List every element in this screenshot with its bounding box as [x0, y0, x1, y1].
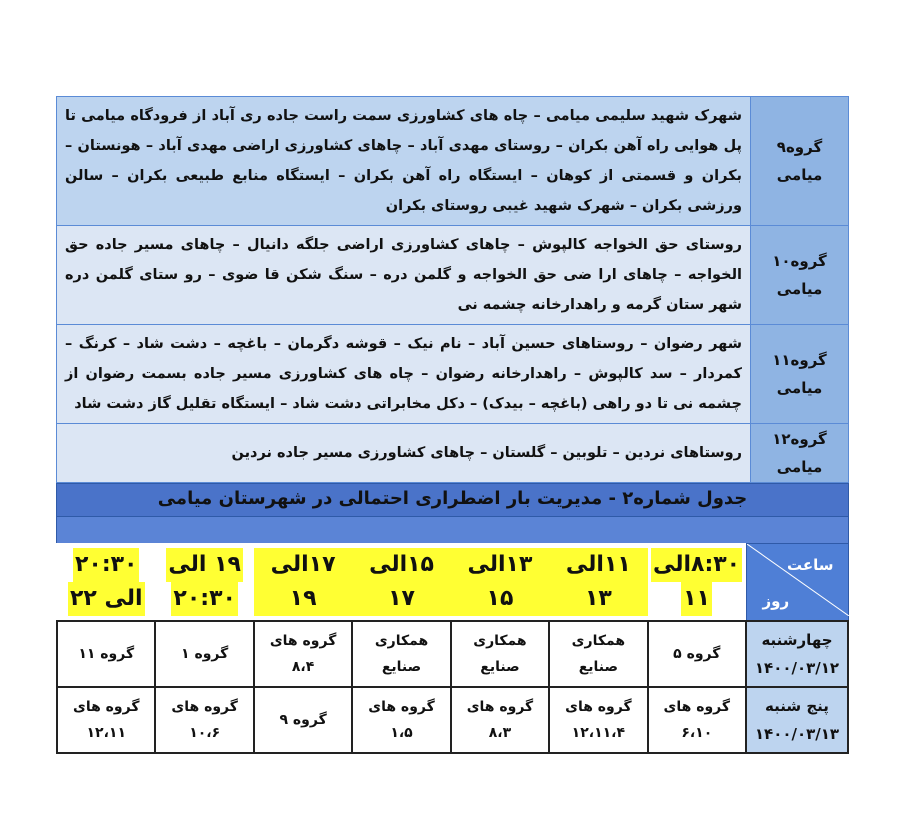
day-header-cell	[746, 687, 848, 753]
groups-table	[56, 96, 849, 483]
schedule-cell	[352, 621, 450, 687]
cell-line: ۶،۱۰	[681, 724, 713, 741]
hour-range: ۱۷الی ۱۹	[254, 548, 352, 616]
cell-line: گروه ۹	[279, 711, 327, 728]
group-name: گروه۱۱	[772, 351, 827, 369]
schedule-cell	[549, 687, 647, 753]
group-row	[57, 325, 849, 424]
document-body	[56, 96, 849, 754]
day-name: چهارشنبه	[761, 630, 833, 649]
schedule-cell	[451, 687, 549, 753]
cell-line: گروه ۵	[673, 645, 721, 662]
group-row	[57, 424, 849, 483]
hour-range-cont: ۲۰:۳۰	[171, 582, 238, 616]
group-city: میامی	[776, 280, 823, 298]
group-description: شهرک شهید سلیمی میامی – چاه های کشاورزی سمت راست جاده ری آباد از فرودگاه میامی تا پل هوایی راه آهن بکران – روستای مهدی آباد – چاهای کشاورزی اراضی مهدی آباد – هونستان – بکران و قسمتی از کوهان – ایستگاه راه آهن بکران – ایستگاه منابع طبیعی بکران – سالن ورزشی بکران – شهرک شهید غیبی روستای بکران	[57, 97, 751, 226]
group-name: گروه۱۰	[772, 252, 827, 270]
hour-range: ۱۱الی ۱۳	[549, 548, 647, 616]
hour-range-cont: ۱۱	[681, 582, 712, 616]
hour-range: ۲۰:۳۰	[73, 548, 140, 582]
hour-header-cell	[648, 544, 746, 621]
group-city: میامی	[776, 166, 823, 184]
cell-line: گروه های	[269, 632, 337, 649]
schedule-cell	[451, 621, 549, 687]
schedule-cell	[57, 687, 155, 753]
group-name-cell	[751, 325, 849, 424]
group-name-cell	[751, 424, 849, 483]
schedule-cell	[57, 621, 155, 687]
group-description: شهر رضوان – روستاهای حسین آباد – نام نیک – قوشه دگرمان – باغچه – دشت شاد – کرنگ – کمردار – سد کالپوش – راهدارخانه رضوان – چاه های کشاورزی مسیر جاده بسمت رضوان از چشمه نی تا دو راهی (باغچه – بیدک) – دکل مخابراتی دشت شاد – ایستگاه تقلیل گاز دشت شاد	[57, 325, 751, 424]
day-row	[57, 687, 848, 753]
hour-range: ۱۵الی ۱۷	[352, 548, 450, 616]
cell-line: صنایع	[480, 658, 520, 675]
cell-line: گروه های	[72, 698, 140, 715]
day-label: روز	[762, 591, 790, 610]
cell-line: همکاری	[374, 632, 429, 649]
day-date: ۱۴۰۰/۰۳/۱۳	[754, 724, 840, 743]
schedule-cell	[648, 687, 746, 753]
day-header-cell	[746, 621, 848, 687]
hour-header-cell	[451, 544, 549, 621]
cell-line: صنایع	[578, 658, 619, 675]
group-city: میامی	[776, 379, 823, 397]
cell-line: گروه های	[565, 698, 632, 715]
hour-header-cell	[254, 544, 352, 621]
hour-range: ۱۳الی ۱۵	[451, 548, 549, 616]
cell-line: گروه ۱	[181, 645, 229, 662]
cell-line: گروه های	[663, 698, 731, 715]
hour-header-cell	[549, 544, 647, 621]
cell-line: ۸،۳	[488, 724, 512, 741]
day-name: پنج شنبه	[765, 696, 829, 715]
schedule-cell	[254, 621, 352, 687]
group-city: میامی	[776, 458, 823, 476]
schedule-cell	[648, 621, 746, 687]
cell-line: ۸،۴	[291, 658, 315, 675]
group-name-cell	[751, 97, 849, 226]
group-name: گروه۱۲	[772, 430, 827, 448]
group-description: روستاهای نردین – تلوبین – گلستان – چاهای کشاورزی مسیر جاده نردین	[57, 424, 751, 483]
cell-line: گروه های	[171, 698, 238, 715]
hour-label: ساعت	[786, 556, 834, 574]
cell-line: گروه های	[368, 698, 435, 715]
hour-header-cell	[57, 544, 155, 621]
cell-line: همکاری	[571, 632, 626, 649]
schedule-cell	[549, 621, 647, 687]
corner-header-cell	[746, 544, 848, 621]
cell-line: ۱۲،۱۱،۴	[571, 724, 626, 741]
group-name: گروه۹	[776, 138, 823, 156]
hour-range: ۱۹ الی	[166, 548, 243, 582]
cell-line: ۱،۵	[390, 724, 413, 741]
schedule-cell	[155, 687, 253, 753]
schedule-cell	[155, 621, 253, 687]
hour-header-cell	[352, 544, 450, 621]
cell-line: همکاری	[473, 632, 527, 649]
title-spacer-bar	[56, 517, 849, 543]
cell-line: گروه ۱۱	[78, 645, 135, 662]
group-name-cell	[751, 226, 849, 325]
hours-header-row	[57, 544, 848, 621]
schedule-table	[56, 543, 849, 754]
cell-line: صنایع	[381, 658, 422, 675]
schedule-cell	[254, 687, 352, 753]
schedule-title: جدول شماره۲ - مدیریت بار اضطراری احتمالی در شهرستان میامی	[56, 483, 849, 517]
hour-range: ۸:۳۰الی	[651, 548, 742, 582]
group-description: روستای حق الخواجه کالپوش – چاهای کشاورزی اراضی جلگه دانیال – چاهای مسیر جاده حق الخواجه – چاهای ارا ضی حق الخواجه و گلمن دره – سنگ شکن قا ضوی – رو ستای گلمن دره شهر ستان گرمه و راهدارخانه چشمه نی	[57, 226, 751, 325]
group-row	[57, 226, 849, 325]
group-row	[57, 97, 849, 226]
schedule-cell	[352, 687, 450, 753]
day-date: ۱۴۰۰/۰۳/۱۲	[754, 658, 840, 677]
cell-line: گروه های	[466, 698, 534, 715]
hour-range-cont: الی ۲۲	[68, 582, 145, 616]
cell-line: ۱۲،۱۱	[86, 724, 126, 741]
day-row	[57, 621, 848, 687]
cell-line: ۱۰،۶	[189, 724, 221, 741]
hour-header-cell	[155, 544, 253, 621]
